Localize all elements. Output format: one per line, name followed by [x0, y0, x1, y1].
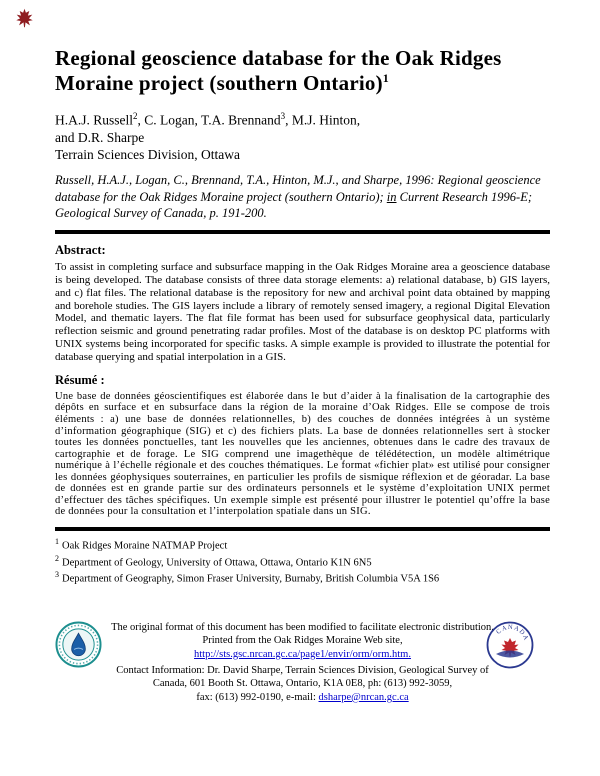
footnote-1-num: 1 — [55, 536, 59, 546]
abstract-text: To assist in completing surface and subsurface mapping in the Oak Ridges Moraine area a geoscience database is being developed. The database consists of three data storage elements: a) relational database, b) GIS layers, and c) flat files. The relational database is the repository for new and archival point data obtained by mapping and borehole studies. The GIS layers include a library of remotely sensed imagery, a regional Digital Elevation Model, and thematic layers. The flat file format has been used for subsurface geophysical data, particularly reflection seismic and ground penetrating radar profiles. Most of the database is on desktop PC platforms with UNIX systems being incorporated for specific tasks. A simple example is provided to illustrate the potential for database querying and spatial interpolation in a GIS. — [55, 261, 550, 364]
footer-line-2: Printed from the Oak Ridges Moraine Web site, — [202, 635, 403, 647]
footer-line-1: The original format of this document has been modified to facilitate electronic distribution. — [111, 621, 494, 633]
footnote-1 — [55, 537, 550, 554]
author-brennand-sup: 3 — [280, 111, 286, 122]
resume-heading: Résumé : — [55, 372, 105, 387]
oak-ridges-water-drop-logo — [55, 621, 102, 668]
title-text: Regional geoscience database for the Oak Ridges Moraine project (southern Ontario) — [55, 46, 502, 96]
citation-part1: Russell, H.A.J., Logan, C., Brennand, T.A., Hinton, M.J., and Sharpe, 1996: Regional geoscience database for the Oak Ridges Moraine project (southern Ontario); — [55, 173, 541, 204]
footnotes — [55, 537, 550, 587]
maple-leaf-icon — [13, 8, 36, 28]
resume-text: Une base de données géoscientifiques est élaborée dans le but d’aider à la finalisation de la cartographie des dépôts en surface et en subsurface dans la région de la moraine d’Oak Ridges. Elle se compose de trois éléments : a) une base de données relationnelles, b) des couches de données intégrées à un système d’information géographique (SIG) et c) des fichiers plats. La base de données relationnelles sert à stocker toutes les données ponctuelles, tant les nouvelles que les anciennes, obtenues dans le cadre des travaux de cartographie et de forage. Le SIG comprend une imagethèque de télédétection, un modèle altimétrique numérique à l’échelle régionale et des couches thématiques. Le format «fichier plat» est utilisé pour consigner les données géophysiques souterraines, en particulier les profils de sismique réflexion et de géoradar. La base de données est en grande partie sur des ordinateurs personnels et le système d’exploitation UNIX permet d’effectuer des tâches spécifiques. Un exemple simple est présenté pour illustrer le potentiel qu’offre la base de données pour la consultation et l’interpolation spatiale dans un SIG. — [55, 390, 550, 518]
footer-text — [93, 621, 513, 705]
footer-contact-line-2: Canada, 601 Booth St. Ottawa, Ontario, K1A 0E8, ph: (613) 992-3059, — [152, 678, 453, 690]
footnote-2-num: 2 — [55, 553, 59, 563]
page-title — [55, 46, 507, 96]
footnote-1-text: Oak Ridges Moraine NATMAP Project — [62, 540, 228, 552]
footnote-3-text: Department of Geography, Simon Fraser University, Burnaby, British Columbia V5A 1S6 — [62, 573, 440, 585]
footer-contact-line-3 — [93, 691, 513, 704]
footer — [55, 621, 550, 705]
footer-url-line — [93, 648, 513, 661]
footnote-3-num: 3 — [55, 570, 59, 580]
footer-contact-fax: fax: (613) 992-0190, e-mail: — [196, 691, 319, 703]
footnote-2 — [55, 554, 550, 571]
author-sharpe: and D.R. Sharpe — [55, 130, 145, 146]
section-rule-bottom — [55, 527, 550, 531]
citation-in-word: in — [386, 189, 397, 204]
section-rule-top — [55, 230, 550, 234]
natmap-logo-label: CANADA — [495, 623, 530, 642]
title-footnote-ref: 1 — [382, 71, 389, 86]
footer-contact-line-1: Contact Information: Dr. David Sharpe, Terrain Sciences Division, Geological Survey of — [116, 664, 489, 676]
author-hinton: , M.J. Hinton, — [285, 112, 361, 128]
orm-website-link[interactable]: http://sts.gsc.nrcan.gc.ca/page1/envir/orm/orm.htm. — [194, 648, 411, 660]
email-link[interactable]: dsharpe@nrcan.gc.ca — [318, 691, 409, 703]
citation-part2: Current Research 1996-E; Geological Survey of Canada, p. 191-200. — [55, 189, 533, 220]
footnote-3 — [55, 570, 550, 587]
authors-block — [55, 111, 550, 163]
natmap-canada-logo — [486, 621, 534, 669]
affiliation: Terrain Sciences Division, Ottawa — [55, 147, 240, 163]
abstract-heading: Abstract: — [55, 243, 106, 258]
author-russell-sup: 2 — [133, 111, 138, 122]
author-russell: H.A.J. Russell — [55, 112, 134, 128]
citation — [55, 172, 550, 221]
footnote-2-text: Department of Geology, University of Ottawa, Ottawa, Ontario K1N 6N5 — [62, 557, 372, 568]
authors-middle: , C. Logan, T.A. Brennand — [137, 112, 281, 128]
